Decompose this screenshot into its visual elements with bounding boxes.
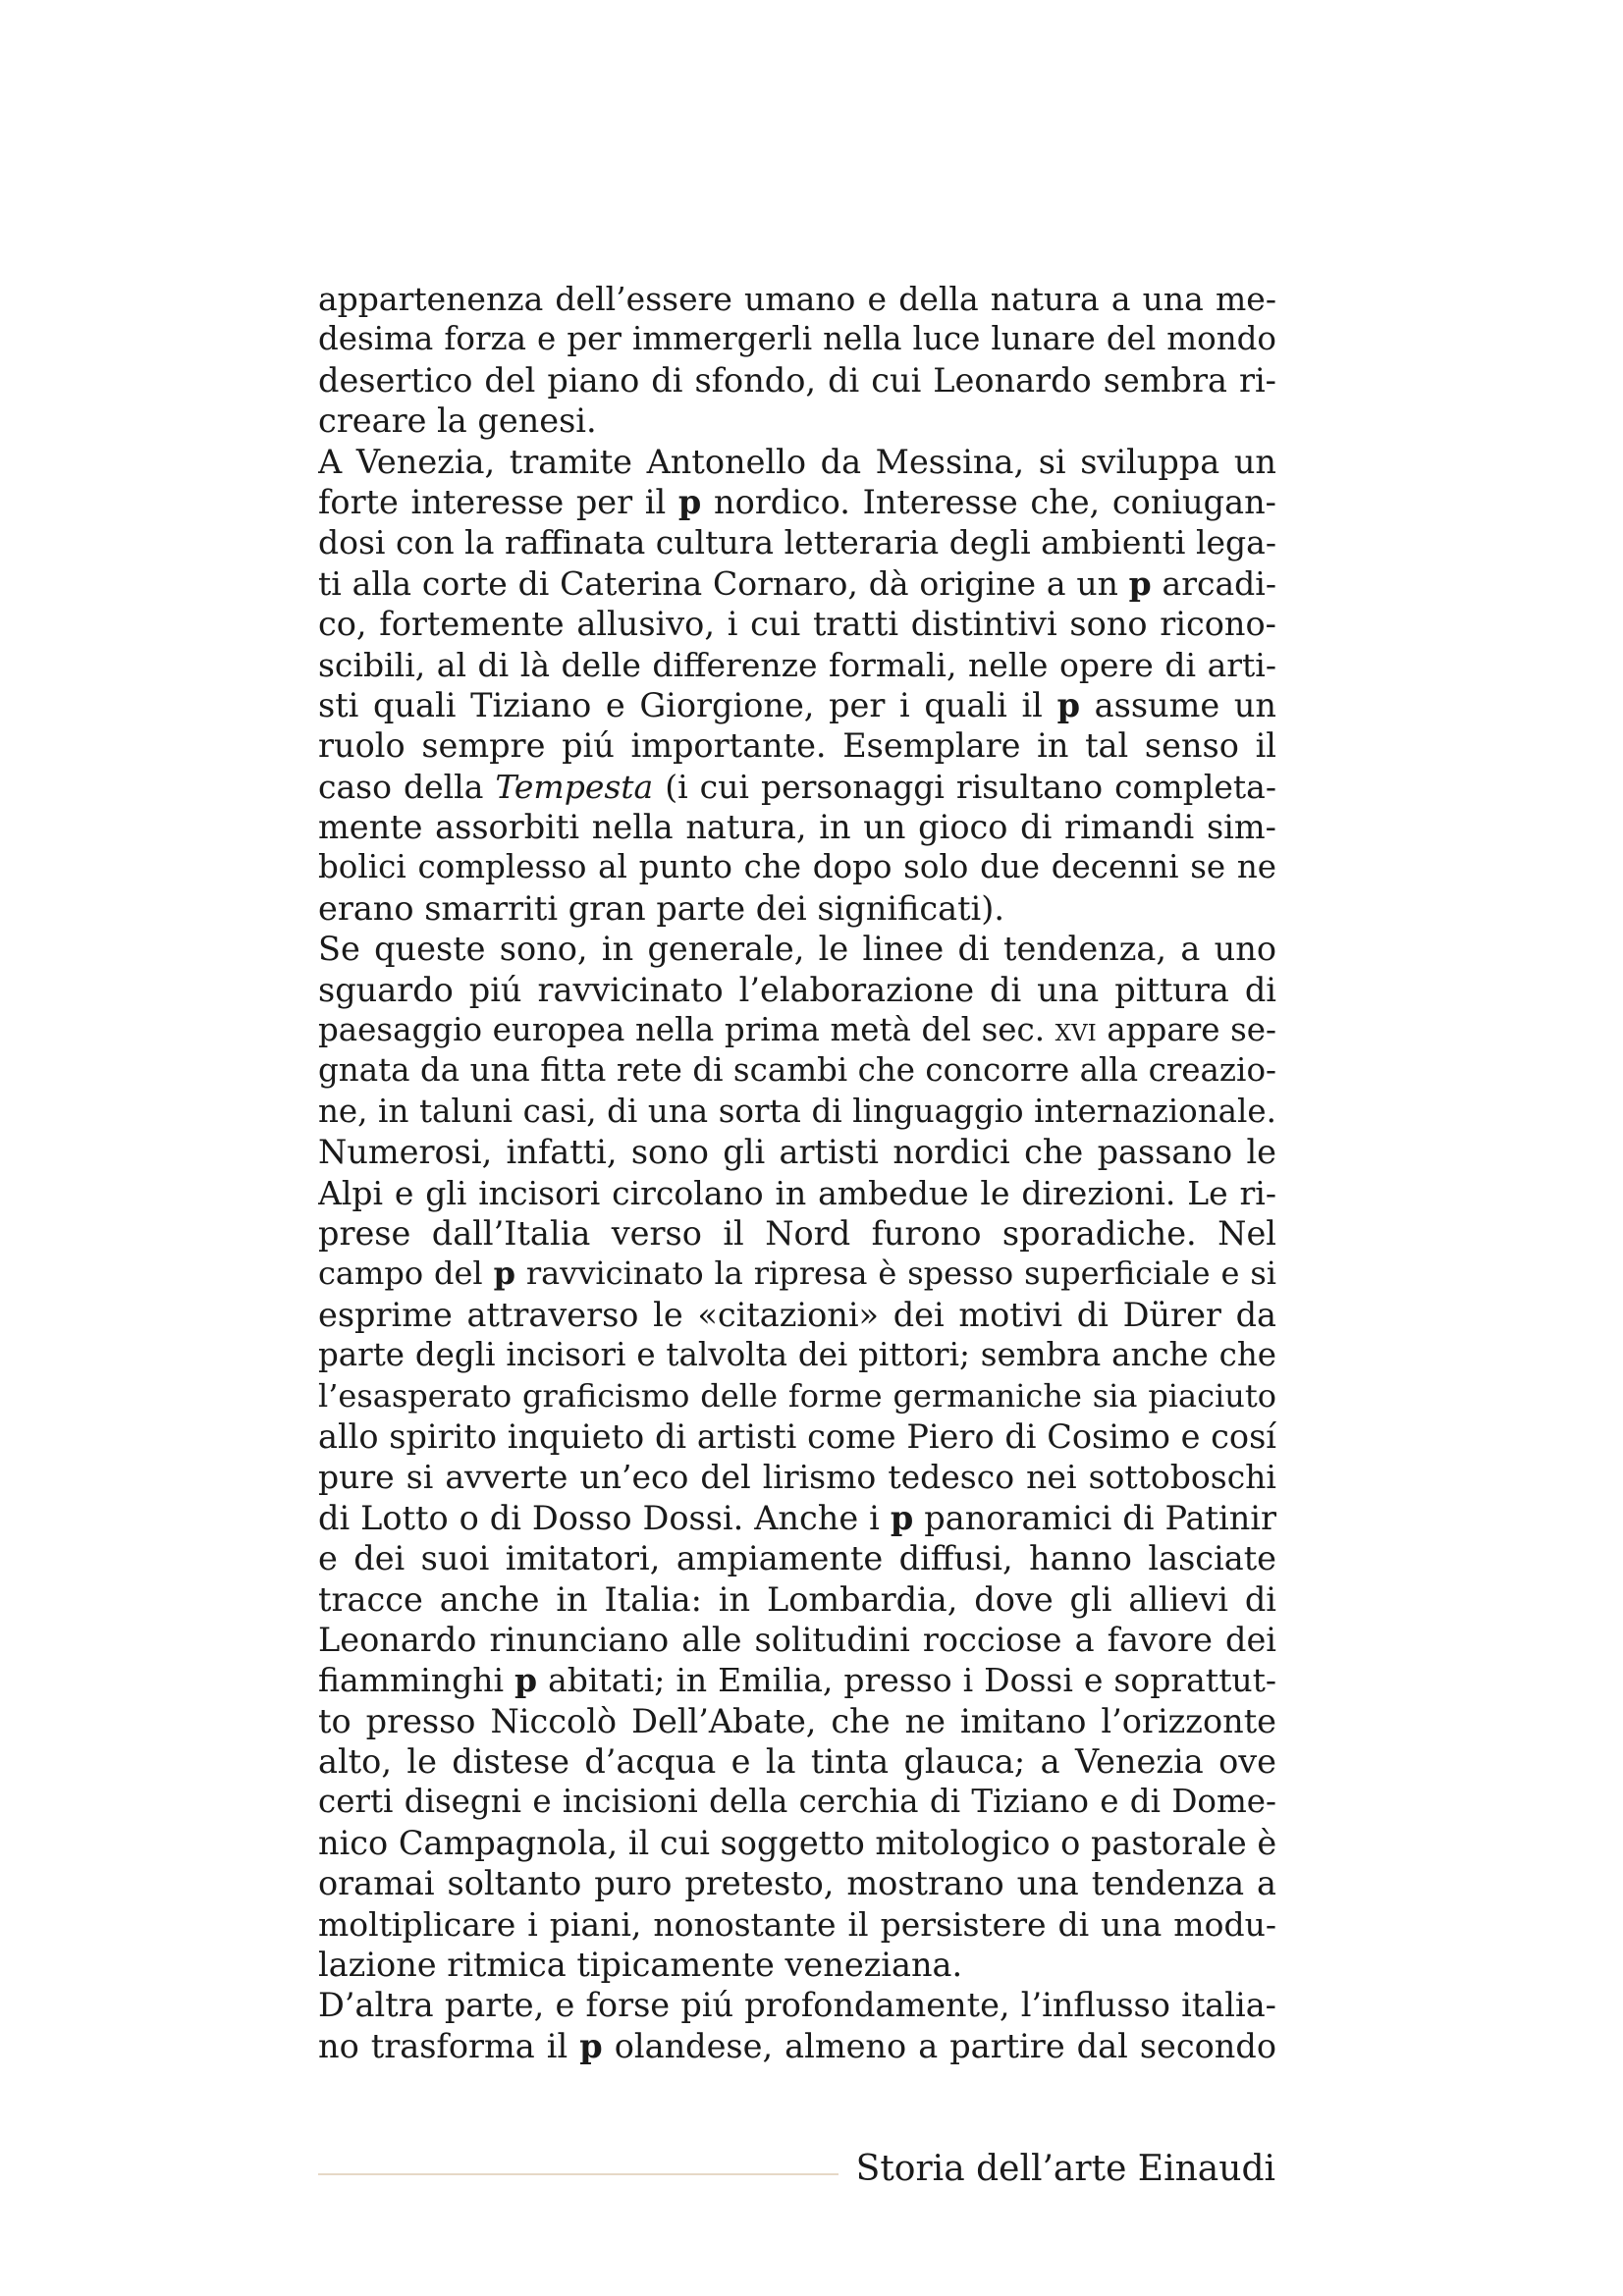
text-line: campo del p ravvicinato la ripresa è spesso superficiale e si bbox=[318, 1255, 1276, 1293]
term-p: p bbox=[677, 482, 702, 521]
text-line: fiamminghi p abitati; in Emilia, presso i Dossi e soprattut- bbox=[318, 1661, 1276, 1700]
text-line: desertico del piano di sfondo, di cui Leonardo sembra ri- bbox=[318, 360, 1276, 400]
text-line: gnata da una fitta rete di scambi che concorre alla creazio- bbox=[318, 1051, 1276, 1090]
text-line: Se queste sono, in generale, le linee di tendenza, a uno bbox=[318, 930, 1276, 969]
text-line: esprime attraverso le «citazioni» dei motivi di Dürer da bbox=[318, 1295, 1276, 1334]
text-line: Numerosi, infatti, sono gli artisti nordici che passano le bbox=[318, 1133, 1276, 1172]
text-line: dosi con la raffinata cultura letteraria degli ambienti lega- bbox=[318, 523, 1276, 562]
text-line: forte interesse per il p nordico. Interesse che, coniugan- bbox=[318, 482, 1276, 521]
text-line: certi disegni e incisioni della cerchia di Tiziano e di Dome- bbox=[318, 1783, 1276, 1821]
text-line: ne, in taluni casi, di una sorta di linguaggio internazionale. bbox=[318, 1092, 1276, 1130]
text-line: l’esasperato graficismo delle forme germaniche sia piaciuto bbox=[318, 1376, 1276, 1415]
text-line: ruolo sempre piú importante. Esemplare in tal senso il bbox=[318, 726, 1276, 766]
text-line: parte degli incisori e talvolta dei pittori; sembra anche che bbox=[318, 1336, 1276, 1374]
text-line: mente assorbiti nella natura, in un gioco di rimandi sim- bbox=[318, 808, 1276, 847]
text-line: creare la genesi. bbox=[318, 401, 597, 441]
text-line: tracce anche in Italia: in Lombardia, dove gli allievi di bbox=[318, 1579, 1276, 1619]
footer-divider bbox=[318, 2173, 839, 2175]
text-line: A Venezia, tramite Antonello da Messina, si sviluppa un bbox=[318, 442, 1276, 481]
term-p: p bbox=[1128, 563, 1152, 603]
footer-series-title: Storia dell’arte Einaudi bbox=[855, 2149, 1275, 2189]
text-line: oramai soltanto puro pretesto, mostrano una tendenza a bbox=[318, 1864, 1276, 1903]
text-line: bolici complesso al punto che dopo solo due decenni se ne bbox=[318, 848, 1276, 886]
text-line: desima forza e per immergerli nella luce lunare del mondo bbox=[318, 320, 1276, 358]
century-numeral: xvi bbox=[1055, 1011, 1097, 1049]
text-line: di Lotto o di Dosso Dossi. Anche i p panoramici di Patinir bbox=[318, 1498, 1276, 1537]
text-line: paesaggio europea nella prima metà del sec. xvi appare se- bbox=[318, 1011, 1276, 1049]
text-line: to presso Niccolò Dell’Abate, che ne imitano l’orizzonte bbox=[318, 1701, 1276, 1740]
text-line: co, fortemente allusivo, i cui tratti distintivi sono ricono- bbox=[318, 605, 1276, 644]
text-line: caso della Tempesta (i cui personaggi risultano completa- bbox=[318, 767, 1276, 806]
text-line: ti alla corte di Caterina Cornaro, dà origine a un p arcadi- bbox=[318, 563, 1276, 603]
text-line: nico Campagnola, il cui soggetto mitologico o pastorale è bbox=[318, 1823, 1276, 1862]
body-text bbox=[318, 279, 1276, 2066]
text-line: Alpi e gli incisori circolano in ambedue le direzioni. Le ri- bbox=[318, 1173, 1276, 1212]
text-line: prese dall’Italia verso il Nord furono sporadiche. Nel bbox=[318, 1213, 1276, 1253]
text-line: moltiplicare i piani, nonostante il persistere di una modu- bbox=[318, 1904, 1276, 1944]
text-line: e dei suoi imitatori, ampiamente diffusi, hanno lasciate bbox=[318, 1539, 1276, 1578]
term-p: p bbox=[579, 2026, 603, 2065]
text-line: allo spirito inquieto di artisti come Piero di Cosimo e cosí bbox=[318, 1416, 1276, 1456]
text-line: lazione ritmica tipicamente veneziana. bbox=[318, 1946, 963, 1985]
text-line: no trasforma il p olandese, almeno a partire dal secondo bbox=[318, 2026, 1276, 2065]
text-line: pure si avverte un’eco del lirismo tedesco nei sottoboschi bbox=[318, 1458, 1276, 1497]
term-p: p bbox=[514, 1661, 538, 1700]
term-p: p bbox=[890, 1498, 914, 1537]
text-line: sguardo piú ravvicinato l’elaborazione di una pittura di bbox=[318, 970, 1276, 1009]
term-p: p bbox=[493, 1255, 515, 1293]
text-line: erano smarriti gran parte dei significati). bbox=[318, 888, 1004, 928]
text-line: appartenenza dell’essere umano e della natura a una me- bbox=[318, 280, 1276, 318]
work-title: Tempesta bbox=[495, 767, 654, 806]
text-line: D’altra parte, e forse piú profondamente, l’influsso italia- bbox=[318, 1986, 1276, 2025]
text-line: sti quali Tiziano e Giorgione, per i quali il p assume un bbox=[318, 685, 1276, 724]
text-line: Leonardo rinunciano alle solitudini rocciose a favore dei bbox=[318, 1620, 1276, 1659]
term-p: p bbox=[1056, 685, 1080, 724]
text-line: alto, le distese d’acqua e la tinta glauca; a Venezia ove bbox=[318, 1742, 1276, 1782]
text-line: scibili, al di là delle differenze formali, nelle opere di arti- bbox=[318, 645, 1276, 684]
